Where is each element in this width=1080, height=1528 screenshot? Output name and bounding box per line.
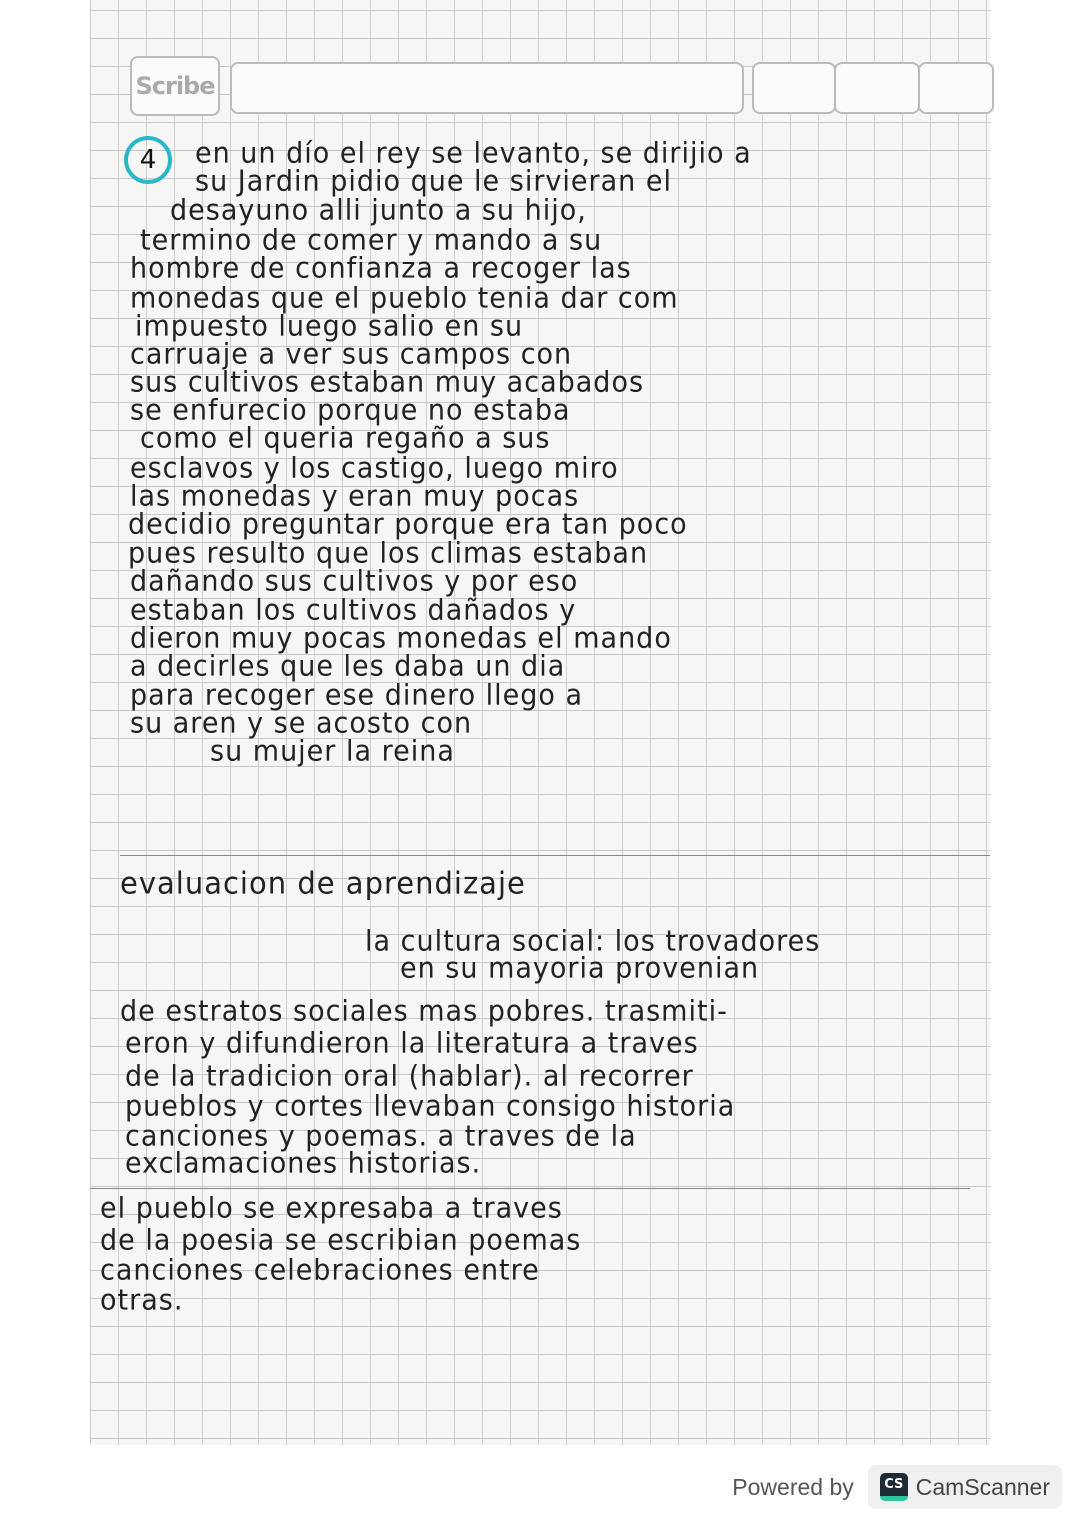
- handwritten-line: como el queria regaño a sus: [140, 422, 551, 455]
- handwritten-line: su mujer la reina: [210, 735, 455, 768]
- handwritten-line: en su mayoria provenian: [400, 952, 760, 985]
- camscanner-logo-icon: CS: [880, 1473, 908, 1501]
- handwritten-line: su aren y se acosto con: [130, 707, 473, 740]
- question-number-circle: 4: [124, 136, 172, 184]
- handwritten-line: eron y difundieron la literatura a traves: [125, 1027, 699, 1060]
- camscanner-watermark: [732, 1465, 1062, 1509]
- handwritten-line: canciones celebraciones entre: [100, 1254, 540, 1287]
- handwritten-line: exclamaciones historias.: [125, 1147, 482, 1180]
- handwritten-line: dañando sus cultivos y por eso: [130, 565, 579, 598]
- header-date-box: [918, 62, 994, 114]
- handwritten-line: de estratos sociales mas pobres. trasmiti-: [120, 995, 728, 1028]
- camscanner-badge: [868, 1465, 1062, 1509]
- camscanner-brand: CamScanner: [915, 1473, 1050, 1500]
- handwritten-line: carruaje a ver sus campos con: [130, 338, 573, 371]
- divider: [120, 855, 990, 856]
- handwritten-line: en un dío el rey se levanto, se dirijio a: [195, 137, 752, 170]
- handwritten-line: dieron muy pocas monedas el mando: [130, 622, 672, 655]
- handwritten-line: se enfurecio porque no estaba: [130, 394, 571, 427]
- handwritten-line: impuesto luego salio en su: [135, 310, 524, 343]
- handwritten-line: monedas que el pueblo tenia dar com: [130, 282, 679, 315]
- handwritten-line: su Jardin pidio que le sirvieran el: [195, 165, 672, 198]
- header-title-box: [230, 62, 744, 114]
- handwritten-line: las monedas y eran muy pocas: [130, 480, 580, 513]
- handwritten-line: desayuno alli junto a su hijo,: [170, 194, 587, 227]
- handwritten-line: decidio preguntar porque era tan poco: [128, 508, 688, 541]
- handwritten-line: pues resulto que los climas estaban: [128, 537, 649, 570]
- handwritten-line: hombre de confianza a recoger las: [130, 252, 632, 285]
- handwritten-line: estaban los cultivos dañados y: [130, 594, 577, 627]
- header-date-box: [752, 62, 836, 114]
- handwritten-line: canciones y poemas. a traves de la: [125, 1120, 637, 1153]
- divider: [90, 1188, 970, 1189]
- powered-by-label: Powered by: [732, 1473, 854, 1500]
- evaluation-title: evaluacion de aprendizaje: [120, 865, 526, 901]
- handwritten-line: para recoger ese dinero llego a: [130, 679, 584, 712]
- handwritten-line: de la tradicion oral (hablar). al recorrer: [125, 1060, 694, 1093]
- handwritten-line: termino de comer y mando a su: [140, 224, 603, 257]
- header-date-box: [834, 62, 920, 114]
- handwritten-line: pueblos y cortes llevaban consigo historia: [125, 1090, 736, 1123]
- scribe-logo: Scribe: [130, 56, 220, 116]
- handwritten-line: esclavos y los castigo, luego miro: [130, 452, 619, 485]
- handwritten-line: sus cultivos estaban muy acabados: [130, 366, 645, 399]
- handwritten-line: a decirles que les daba un dia: [130, 650, 566, 683]
- handwritten-line: la cultura social: los trovadores: [365, 925, 821, 958]
- handwritten-line: de la poesia se escribian poemas: [100, 1224, 582, 1257]
- handwritten-line: otras.: [100, 1284, 184, 1317]
- handwritten-line: el pueblo se expresaba a traves: [100, 1192, 563, 1225]
